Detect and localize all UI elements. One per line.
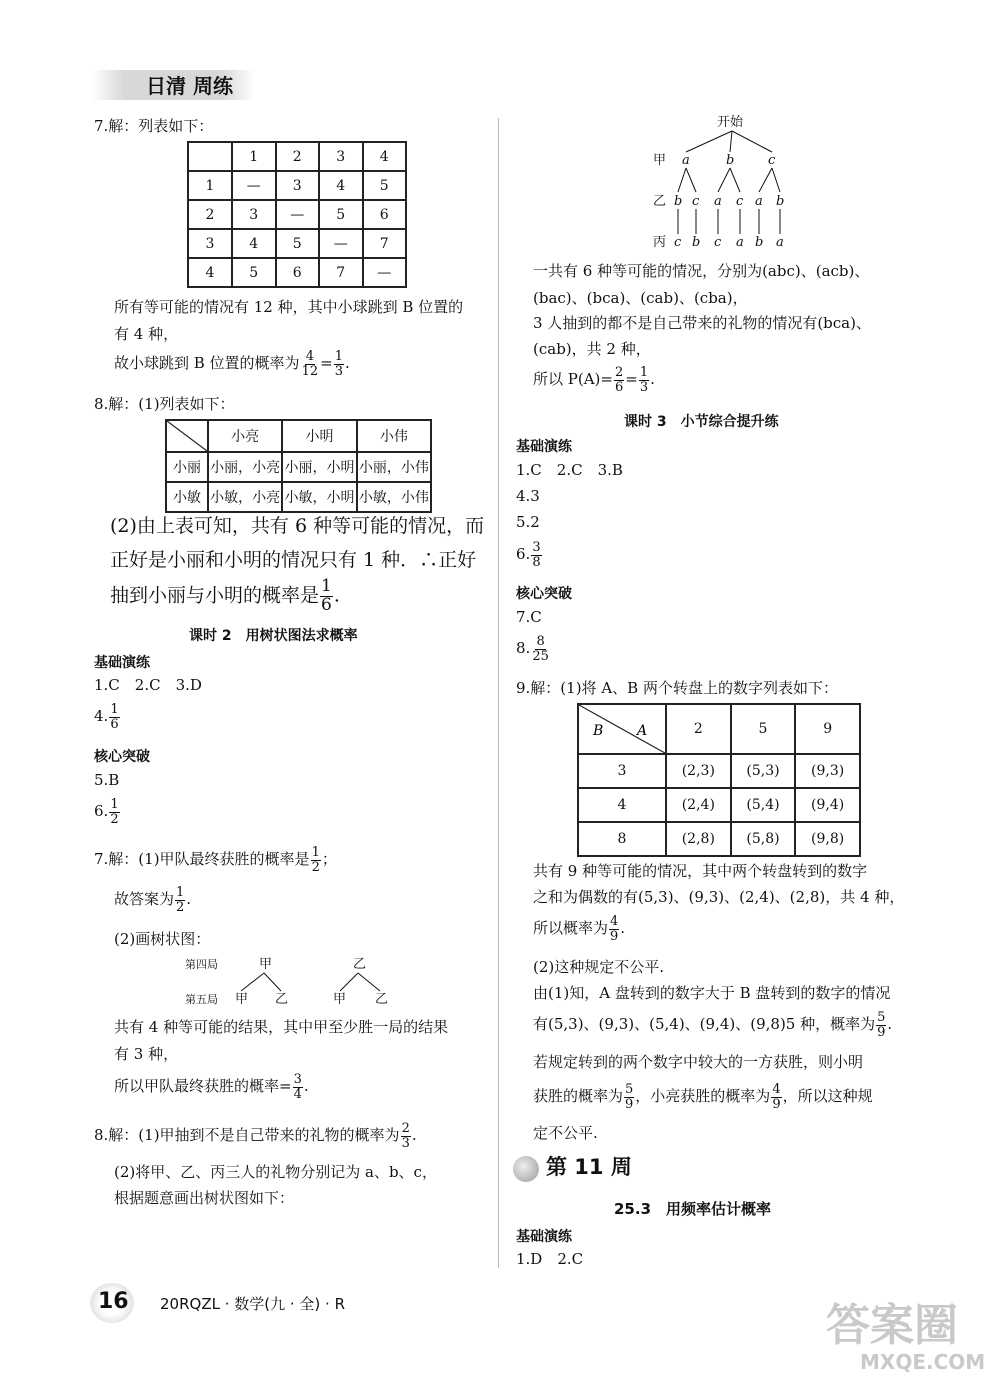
book-code: 20RQZL · 数学(九 · 全) · R — [160, 1295, 345, 1313]
table-cell: 6 — [276, 258, 320, 287]
column-divider — [498, 118, 499, 1268]
table-cell: (9,4) — [795, 788, 860, 822]
week-title: 第 11 周 — [546, 1155, 632, 1179]
table-cell: 4 — [232, 229, 276, 258]
q7-text-3: 故小球跳到 B 位置的概率为 $\frac{4}{12}$ = $\frac{1}{3}$ . — [114, 349, 350, 379]
tree-node: b — [755, 235, 764, 250]
q8-text-2: 正好是小丽和小明的情况只有 1 种．∴正好 — [110, 549, 477, 571]
tree-node: 乙 — [275, 992, 289, 1007]
tree-label: 第四局 — [185, 958, 218, 971]
tree-diagram-gifts — [650, 112, 820, 252]
q9-intro: 9.解：(1)将 A、B 两个转盘上的数字列表如下： — [516, 679, 838, 697]
tree-branch — [730, 131, 732, 152]
tree-branch — [718, 168, 730, 192]
q9-text-7: 若规定转到的两个数字中较大的一方获胜，则小明 — [533, 1053, 864, 1071]
table-cell: 4 — [188, 258, 232, 287]
table-cell: 3 — [188, 229, 232, 258]
tree-node: a — [682, 153, 690, 168]
tree-node: a — [714, 194, 722, 209]
q8-intro: 8.解：(1)列表如下： — [94, 395, 235, 413]
q8-text-3: 抽到小丽与小明的概率是 $\frac{1}{6}$ . — [110, 576, 340, 615]
tree-node: c — [714, 235, 722, 250]
corner-label-a: A — [637, 723, 648, 739]
table-cell: (5,8) — [731, 822, 796, 856]
table-cell: 4 — [363, 142, 407, 171]
tree-node: 乙 — [375, 992, 389, 1007]
l7-text-2: 故答案为 $\frac{1}{2}$ . — [114, 885, 192, 915]
tree-level-label: 丙 — [653, 235, 667, 250]
table-cell: 6 — [363, 200, 407, 229]
r-answer-8: 8. $\frac{8}{25}$ — [516, 634, 549, 664]
week-badge-icon — [513, 1156, 539, 1182]
table-cell: (2,8) — [666, 822, 731, 856]
tree-node: c — [692, 194, 700, 209]
q9-text-5: 由(1)知，A 盘转到的数字大于 B 盘转到的数字的情况 — [533, 984, 891, 1002]
fraction: $\frac{2}{3}$ — [401, 1121, 410, 1151]
table-cell: 5 — [276, 229, 320, 258]
basic-practice-title-3: 基础演练 — [516, 1229, 572, 1245]
r-text-1: 一共有 6 种等可能的情况，分别为(abc)、(acb)、 — [533, 262, 870, 280]
core-answer-5: 5.B — [94, 771, 120, 789]
table-cell — [188, 142, 232, 171]
basic-answers: 1.C 2.C 3.D — [94, 676, 202, 694]
l7-text-6: 所以甲队最终获胜的概率= $\frac{3}{4}$ . — [114, 1072, 309, 1102]
table-row-label: 8 — [578, 822, 666, 856]
table-cell: (2,4) — [666, 788, 731, 822]
table-cell: — — [232, 171, 276, 200]
table-cell: 3 — [319, 142, 363, 171]
r-answers-1: 1.C 2.C 3.B — [516, 461, 623, 479]
q9-text-8: 获胜的概率为 $\frac{5}{9}$ ，小亮获胜的概率为 $\frac{4}{9}$ ，所以这种规 — [533, 1082, 873, 1112]
tree-node: 乙 — [353, 957, 367, 972]
tree-node: b — [692, 235, 701, 250]
q9-text-1: 共有 9 种等可能的情况，其中两个转盘转到的数字 — [533, 862, 868, 880]
table-cell: (9,3) — [795, 754, 860, 788]
header-title: 日清 周练 — [146, 74, 233, 98]
tree-branch — [241, 973, 264, 991]
fraction: $\frac{1}{2}$ — [311, 845, 320, 875]
tree-branch — [686, 168, 696, 192]
r-answer-7: 7.C — [516, 608, 542, 626]
tree-branch — [358, 973, 380, 991]
tree-node: b — [776, 194, 785, 209]
page-number: 16 — [98, 1289, 129, 1314]
r-text-5: 所以 P(A)= $\frac{2}{6}$ = $\frac{1}{3}$ . — [533, 365, 655, 395]
q9-text-4: (2)这种规定不公平. — [533, 958, 665, 976]
l8-text-1: 8.解：(1)甲抽到不是自己带来的礼物的概率为 $\frac{2}{3}$ . — [94, 1121, 417, 1151]
tree-node: b — [674, 194, 683, 209]
fraction: $\frac{5}{9}$ — [877, 1010, 886, 1040]
r-answer-6: 6. $\frac{3}{8}$ — [516, 540, 541, 570]
core-title: 核心突破 — [94, 749, 150, 765]
basic-practice-title-2: 基础演练 — [516, 439, 572, 455]
tree-node: 甲 — [235, 992, 249, 1007]
table-cell: 3 — [232, 200, 276, 229]
fraction: $\frac{1}{3}$ — [334, 349, 343, 379]
q9-text-2: 之和为偶数的有(5,3)、(9,3)、(2,4)、(2,8)，共 4 种， — [533, 888, 905, 906]
table-cell: — — [363, 258, 407, 287]
table-cell: (9,8) — [795, 822, 860, 856]
tree-branch — [686, 131, 732, 152]
r-text-3: 3 人抽到的都不是自己带来的礼物的情况有(bca)、 — [533, 314, 871, 332]
tree-level-label: 乙 — [653, 194, 667, 209]
table-cell: 小敏，小明 — [282, 482, 356, 512]
tree-root: 开始 — [717, 115, 744, 130]
core-title-2: 核心突破 — [516, 586, 572, 602]
l7-text-3: (2)画树状图： — [114, 930, 211, 948]
fraction: $\frac{5}{9}$ — [625, 1082, 634, 1112]
r-answer-4: 4.3 — [516, 487, 540, 505]
q9-text-3: 所以概率为 $\frac{4}{9}$ . — [533, 914, 626, 944]
table-row-label: 小敏 — [166, 482, 208, 512]
tree-node: c — [768, 153, 776, 168]
fraction: $\frac{1}{6}$ — [110, 702, 119, 732]
tree-node: a — [736, 235, 744, 250]
table-header: 9 — [795, 704, 860, 754]
fraction: $\frac{4}{9}$ — [772, 1082, 781, 1112]
l7-text-5: 有 3 种， — [114, 1045, 179, 1063]
table-cell: 1 — [232, 142, 276, 171]
table-cell: 5 — [319, 200, 363, 229]
table-header: 小亮 — [208, 420, 282, 452]
r-answer-5: 5.2 — [516, 513, 540, 531]
table-corner-cell — [578, 704, 666, 754]
table-cell: 1 — [188, 171, 232, 200]
q7-text-1: 所有等可能的情况有 12 种，其中小球跳到 B 位置的 — [114, 298, 464, 316]
diagonal-line — [167, 421, 207, 451]
q9-text-6: 有(5,3)、(9,3)、(5,4)、(9,4)、(9,8)5 种，概率为 $\frac{5}{9}$ . — [533, 1010, 893, 1040]
tree-branch — [340, 973, 358, 991]
fraction: $\frac{3}{8}$ — [532, 540, 541, 570]
table-row-label: 3 — [578, 754, 666, 788]
tree-node: b — [726, 153, 735, 168]
q9-text-9: 定不公平. — [533, 1124, 598, 1142]
l8-text-3: 根据题意画出树状图如下： — [114, 1189, 295, 1207]
watermark-url: MXQE.COM — [860, 1350, 986, 1374]
tree-node: c — [736, 194, 744, 209]
l7-text-4: 共有 4 种等可能的结果，其中甲至少胜一局的结果 — [114, 1018, 449, 1036]
tree-node: a — [755, 194, 763, 209]
tree-label: 第五局 — [185, 993, 218, 1006]
table-cell: (2,3) — [666, 754, 731, 788]
fraction: $\frac{1}{2}$ — [110, 797, 119, 827]
lesson3-title: 课时 3 小节综合提升练 — [624, 414, 779, 430]
q7-text-3-label: 故小球跳到 B 位置的概率为 — [114, 354, 300, 373]
table-cell: 5 — [363, 171, 407, 200]
table-names — [165, 419, 432, 513]
section-title: 25.3 用频率估计概率 — [614, 1200, 772, 1218]
fraction: $\frac{4}{9}$ — [610, 914, 619, 944]
tree-node: a — [776, 235, 784, 250]
tree-branch — [772, 168, 780, 192]
table-cell: — — [276, 200, 320, 229]
l8-text-2: (2)将甲、乙、丙三人的礼物分别记为 a、b、c， — [114, 1163, 437, 1181]
fraction: $\frac{1}{3}$ — [639, 365, 649, 395]
table-cell: 2 — [188, 200, 232, 229]
tree-branch — [730, 168, 740, 192]
table-cell: 4 — [319, 171, 363, 200]
table-cell: 小丽，小明 — [282, 452, 356, 482]
tree-level-label: 甲 — [653, 153, 667, 168]
q8-text-3-label: 抽到小丽与小明的概率是 — [110, 584, 320, 607]
corner-label-b: B — [593, 723, 604, 739]
fraction: $\frac{1}{2}$ — [176, 885, 185, 915]
table-cell: 5 — [232, 258, 276, 287]
table-header: 2 — [666, 704, 731, 754]
diagonal-line — [579, 705, 665, 753]
tree-branch — [678, 168, 686, 192]
tree-node: c — [674, 235, 682, 250]
tree-branch — [759, 168, 772, 192]
table-corner-cell — [166, 420, 208, 452]
table-cell: (5,4) — [731, 788, 796, 822]
tree-node: 甲 — [259, 957, 273, 972]
tree-diagram-small — [185, 953, 445, 1008]
tree-branch — [732, 131, 772, 152]
q8-text-1: (2)由上表可知，共有 6 种等可能的情况，而 — [110, 515, 485, 537]
tree-node: 甲 — [333, 992, 347, 1007]
basic-practice-title: 基础演练 — [94, 655, 150, 671]
fraction: $\frac{1}{6}$ — [321, 576, 332, 615]
table-header: 小明 — [282, 420, 356, 452]
r-answers-last: 1.D 2.C — [516, 1250, 584, 1268]
lesson2-title: 课时 2 用树状图法求概率 — [189, 628, 358, 644]
table-cell: 7 — [319, 258, 363, 287]
watermark-logo: 答案圈 — [826, 1300, 958, 1351]
table-cell: (5,3) — [731, 754, 796, 788]
r-text-4: (cab)，共 2 种， — [533, 340, 651, 358]
table-header: 小伟 — [357, 420, 431, 452]
table-row-label: 小丽 — [166, 452, 208, 482]
table-cell: 2 — [276, 142, 320, 171]
l7-text-1: 7.解：(1)甲队最终获胜的概率是 $\frac{1}{2}$ ； — [94, 845, 337, 875]
table-cell: 小敏，小亮 — [208, 482, 282, 512]
table-cell: — — [319, 229, 363, 258]
q7-text-2: 有 4 种， — [114, 325, 179, 343]
tree-branch — [264, 973, 281, 991]
q7-intro: 7.解：列表如下： — [94, 117, 214, 135]
fraction: $\frac{3}{4}$ — [293, 1072, 302, 1102]
core-answer-6: 6. $\frac{1}{2}$ — [94, 797, 119, 827]
table-row-label: 4 — [578, 788, 666, 822]
table-ball-positions — [187, 141, 407, 288]
table-cell: 小丽，小伟 — [357, 452, 431, 482]
table-cell: 小敏，小伟 — [357, 482, 431, 512]
table-cell: 3 — [276, 171, 320, 200]
table-spinners — [577, 703, 861, 857]
basic-answer-4: 4. $\frac{1}{6}$ — [94, 702, 119, 732]
table-cell: 7 — [363, 229, 407, 258]
fraction: $\frac{4}{12}$ — [301, 349, 319, 379]
table-cell: 小丽，小亮 — [208, 452, 282, 482]
table-header: 5 — [731, 704, 796, 754]
fraction: $\frac{2}{6}$ — [614, 365, 624, 395]
fraction: $\frac{8}{25}$ — [532, 634, 549, 664]
r-text-2: (bac)、(bca)、(cab)、(cba)， — [533, 289, 748, 307]
